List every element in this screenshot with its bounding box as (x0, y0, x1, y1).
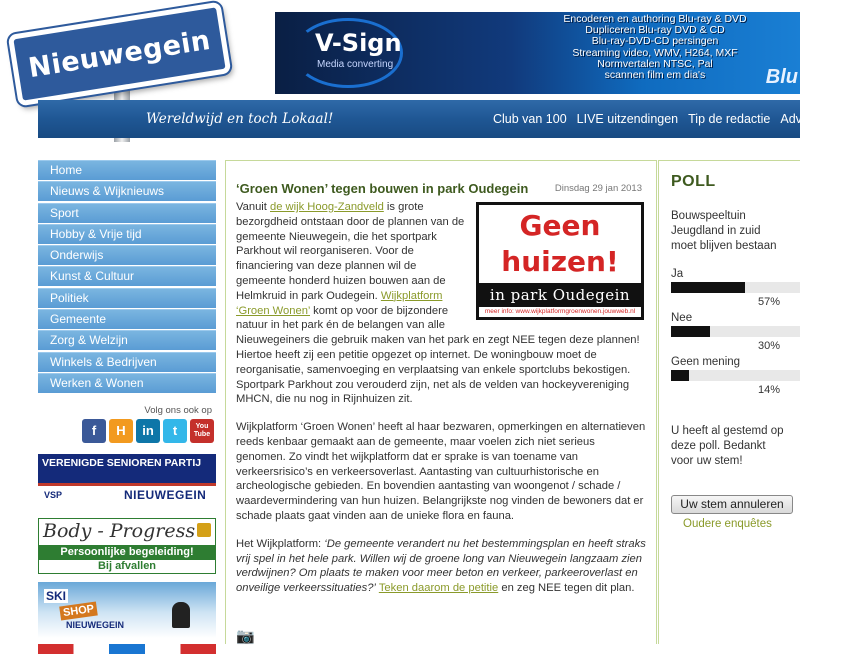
hyves-icon[interactable]: H (109, 419, 133, 443)
poll-question: Bouwspeeltuin Jeugdland in zuid moet blijven bestaan (671, 210, 777, 252)
article-title[interactable]: ‘Groen Wonen’ tegen bouwen in park Oudegein (236, 181, 529, 196)
sidebar-item-home[interactable]: Home (38, 160, 216, 180)
poll-result-bar-fill (671, 326, 710, 337)
top-nav (493, 112, 842, 126)
sidebar-item-kunst[interactable]: Kunst & Cultuur (38, 266, 216, 286)
article (225, 160, 657, 644)
ad-vsp[interactable] (38, 454, 216, 510)
sidebar-item-nieuws[interactable]: Nieuws & Wijknieuws (38, 181, 216, 201)
ad-body-title: Body - Progress (43, 519, 196, 542)
poll-result-bar-fill (671, 370, 689, 381)
link-wijk-hoog-zandveld[interactable]: de wijk Hoog-Zandveld (270, 201, 384, 213)
poll-option-label: Ja (671, 268, 684, 281)
sidebar-item-werken[interactable]: Werken & Wonen (38, 373, 216, 393)
ad-ski-title: SKI (46, 588, 67, 603)
ad-ski-shop-label: SHOP (59, 601, 98, 620)
poll-option-label: Geen mening (671, 356, 741, 369)
poll-option-percent: 57% (757, 296, 780, 309)
poll-result-bar (671, 370, 800, 381)
poll-result-bar (671, 326, 800, 337)
ad-body-logo-icon (197, 523, 211, 537)
article-date: Dinsdag 29 jan 2013 (554, 183, 642, 194)
site-logo-text: Nieuwegein (26, 24, 213, 84)
poll-title: POLL (671, 173, 716, 190)
poll-option (671, 268, 800, 308)
sidebar-item-hobby[interactable]: Hobby & Vrije tijd (38, 224, 216, 244)
top-banner-ad[interactable] (275, 12, 800, 94)
ad-partial-bottom[interactable] (38, 644, 216, 654)
ad-body-progress[interactable] (38, 518, 216, 574)
site-header (0, 0, 842, 140)
article-image[interactable] (476, 202, 644, 320)
banner-line: Encoderen en authoring Blu-ray & DVD (563, 13, 747, 25)
poll-option-percent: 14% (757, 384, 780, 397)
sidebar-item-politiek[interactable]: Politiek (38, 288, 216, 308)
ad-ski-city: NIEUWEGEIN (66, 619, 125, 630)
poll-result-bar-fill (671, 282, 745, 293)
ad-body-tagline: Bij afvallen (97, 559, 157, 572)
ad-vsp-title: VERENIGDE SENIOREN PARTIJ (42, 456, 202, 469)
link-teken-petitie[interactable]: Teken daarom de petitie (378, 582, 499, 595)
cancel-vote-button[interactable]: Uw stem annuleren (671, 495, 793, 514)
sidebar-nav (38, 160, 216, 393)
banner-service-list (525, 14, 785, 81)
banner-line: Normvertalen NTSC, Pal (597, 57, 713, 70)
text: en zeg NEE tegen dit plan. (498, 582, 635, 595)
text: is grote bezorgdheid ontstaan door de plannen van de gemeente Nieuwegein, die het sportpark Parkhout wil reorganiseren. Voor de financiering van deze plannen wil de gemeente honderd huizen bouwen aan de Helmkruid in park Oudegein. (236, 201, 465, 302)
camera-icon[interactable]: 📷 (236, 628, 255, 645)
ad-vsp-city: NIEUWEGEIN (124, 487, 207, 502)
banner-brand: V-Sign (315, 29, 402, 57)
poster-line-geen: Geen (519, 209, 601, 242)
text: Vanuit (236, 201, 270, 213)
nav-club-van-100[interactable]: Club van 100 (493, 112, 567, 126)
site-slogan: Wereldwijd en toch Lokaal! (146, 111, 334, 127)
poll-option (671, 312, 800, 352)
poll-result-bar (671, 282, 800, 293)
header-bar (38, 100, 842, 138)
follow-label: Volg ons ook op (144, 404, 212, 416)
text: Het Wijkplatform: (236, 537, 325, 550)
sidebar-item-winkels[interactable]: Winkels & Bedrijven (38, 352, 216, 372)
sidebar-item-onderwijs[interactable]: Onderwijs (38, 245, 216, 265)
poll-voted-message: U heeft al gestemd op deze poll. Bedankt voor uw stem! (671, 425, 784, 467)
twitter-icon[interactable]: t (163, 419, 187, 443)
poster-line-huizen: huizen! (501, 245, 619, 278)
poll-panel (658, 160, 800, 644)
facebook-icon[interactable]: f (82, 419, 106, 443)
nav-adverteren[interactable]: Adverteren (780, 112, 842, 126)
ad-ski-shop[interactable] (38, 582, 216, 638)
nav-tip-de-redactie[interactable]: Tip de redactie (688, 112, 771, 126)
left-column (38, 160, 216, 654)
quote: ‘De gemeente verandert nu het bestemmingsplan en heeft straks vrij spel in het hele park. Willen wij de groene long van Nieuwegein langzaam zien verdwijnen? Om plaats te maken voor meer beton en verkeer, parkeeroverlast en onveilige verkeerssituaties?’ (236, 537, 646, 595)
banner-line: Dupliceren Blu-ray DVD & CD (585, 24, 725, 37)
older-polls-link[interactable]: Oudere enquêtes (683, 517, 772, 530)
linkedin-icon[interactable]: in (136, 419, 160, 443)
banner-corner-text: Blu (765, 66, 798, 88)
article-paragraph (236, 537, 646, 596)
social-links (38, 419, 216, 443)
sidebar-item-gemeente[interactable]: Gemeente (38, 309, 216, 329)
poster-line-park: in park Oudegein (479, 283, 641, 307)
nav-live-uitzendingen[interactable]: LIVE uitzendingen (576, 112, 679, 126)
ad-body-subtitle: Persoonlijke begeleiding! (39, 545, 215, 560)
youtube-icon[interactable]: You Tube (190, 419, 214, 443)
sidebar-item-sport[interactable]: Sport (38, 203, 216, 223)
ad-ski-skier-image (172, 602, 190, 628)
article-paragraph: Wijkplatform ‘Groen Wonen’ heeft al haar bezwaren, opmerkingen en alternatieven reeds kenbaar gemaakt aan de gemeente, maar voelen zich niet serieus genomen. Zo vindt het wijkplatform dat er sprake is van toename van verkeersrisico’s en verkeersoverlast. Aantasting van cultuurhistorische en archeologische gebieden. En bovendien aantasting van woongenot / schade / waardevermindering van hun huizen. Belangrijkste nog vinden de bewoners dat er schade plaats gaat vinden aan de unieke flora en fauna. (236, 421, 646, 522)
poster-footer: meer info: www.wijkplatformgroenwonen.jouwweb.nl (484, 308, 636, 315)
banner-line: scannen film em dia's (604, 69, 706, 82)
poll-option-label: Nee (671, 312, 693, 325)
banner-line: Streaming video, WMV, H264, MXF (572, 46, 738, 59)
link-wijkplatform-groen-wonen[interactable]: Wijkplatform ‘Groen Wonen’ (236, 289, 443, 317)
ad-vsp-abbr: VSP (44, 489, 63, 500)
poll-option-percent: 30% (757, 340, 780, 353)
poll-option (671, 356, 800, 396)
text: komt op voor de bijzondere natuur in het park én de belangen van alle Nieuwegeiners die gebruik maken van het park en zegt NEE tegen deze plannen! Hiertoe heeft zij een petitie opgezet op internet. De woningbouw moet de reorganisatie, samenvoeging en verplaatsing van enkele sportclubs bekostigen. Sportpark Parkhout zou verouderd zijn, net als de velden van hockeyvereniging MHCN, die nu nog in Rijnhuizen zit. (236, 304, 640, 406)
banner-line: Blu-ray-DVD-CD persingen (591, 35, 719, 48)
sidebar-item-zorg[interactable]: Zorg & Welzijn (38, 330, 216, 350)
banner-tagline: Media converting (317, 59, 394, 70)
